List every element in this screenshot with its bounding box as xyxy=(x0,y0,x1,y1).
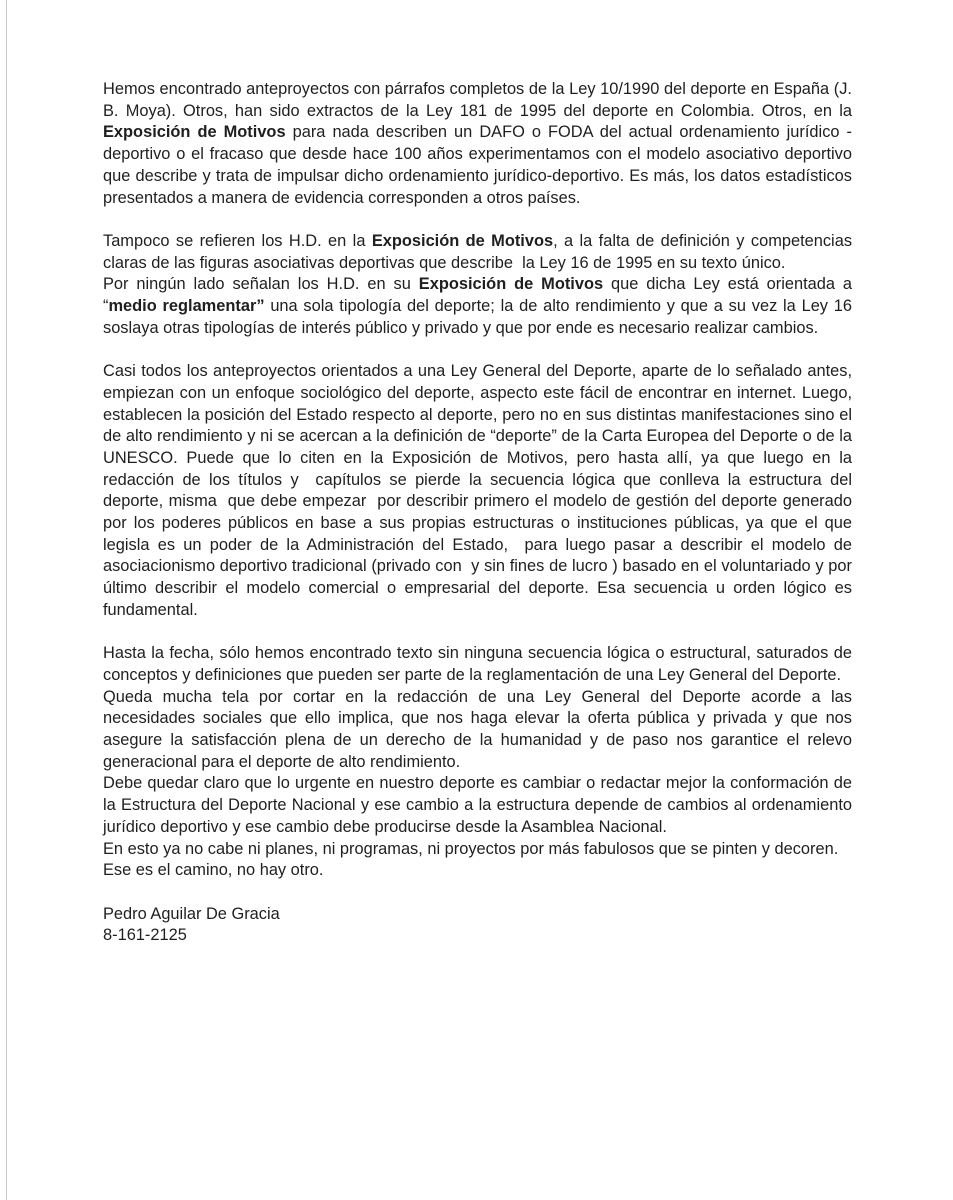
text-segment: Hasta la fecha, sólo hemos encontrado texto sin ninguna secuencia lógica o estructural, saturados de conceptos y definiciones que pueden ser parte de la reglamentación de una Ley General del Deporte. xyxy=(103,644,857,684)
bold-text-segment: Exposición de Motivos xyxy=(418,275,604,294)
paragraph-debe-quedar-claro xyxy=(103,773,857,838)
text-segment: para nada describen un DAFO o FODA del actual ordenamiento jurídico -deportivo o el fracaso que desde hace 100 años experimentamos con el modelo asociativo deportivo que describe y trata de impulsar dicho ordenamiento jurídico-deportivo. Es más, los datos estadísticos presentados a manera de evidencia corresponden a otros países. xyxy=(103,123,857,207)
page-edge-line xyxy=(6,0,7,1200)
bold-text-segment: Exposición de Motivos xyxy=(103,123,286,142)
paragraph-en-esto xyxy=(103,839,852,861)
paragraph-gap xyxy=(103,339,852,361)
paragraph-hasta-la-fecha xyxy=(103,643,857,686)
document-body xyxy=(103,79,857,947)
text-segment: Hemos encontrado anteproyectos con párrafos completos de la Ley 10/1990 del deporte en España (J. B. Moya). Otros, han sido extractos de la Ley 181 de 1995 del deporte en Colombia. Otros, en la xyxy=(103,80,857,120)
bold-text-segment: Exposición de Motivos xyxy=(371,231,554,250)
paragraph-ese-es-el-camino xyxy=(103,860,852,882)
text-segment: que dicha Ley está orientada a “ xyxy=(103,275,857,316)
paragraph-gap xyxy=(103,882,852,904)
text-segment: Queda mucha tela por cortar en la redacción de una Ley General del Deporte acorde a las necesidades sociales que ello implica, que nos haga elevar la oferta pública y privada y que nos asegure la satisfacción plena de un derecho de la humanidad y de paso nos garantice el relevo generacional para el deporte de alto rendimiento. xyxy=(103,687,857,771)
text-segment: Por ningún lado señalan los H.D. en su xyxy=(103,275,419,294)
text-segment: una sola tipología del deporte; la de alto rendimiento y que a su vez la Ley 16 soslaya otras tipologías de interés público y privado y que por ende es necesario realizar cambios. xyxy=(103,297,857,337)
text-segment: Tampoco se refieren los H.D. en la xyxy=(103,231,372,250)
paragraph-gap xyxy=(103,622,852,644)
paragraph-por-ningun-lado xyxy=(103,274,857,339)
paragraph-casi-todos xyxy=(103,361,857,621)
paragraph-tampoco xyxy=(103,231,857,274)
text-segment: , a la falta de definición y competencias claras de las figuras asociativas deportivas que describe la Ley 16 de 1995 en su texto único. xyxy=(103,231,857,272)
signature-id-number: 8-161-2125 xyxy=(103,926,187,945)
text-segment: En esto ya no cabe ni planes, ni programas, ni proyectos por más fabulosos que se pinten y decoren. xyxy=(103,839,839,858)
bold-text-segment: medio reglamentar” xyxy=(108,297,265,316)
text-segment: Debe quedar claro que lo urgente en nuestro deporte es cambiar o redactar mejor la conformación de la Estructura del Deporte Nacional y ese cambio a la estructura depende de cambios al ordenamiento jurídico deportivo y ese cambio debe producirse desde la Asamblea Nacional. xyxy=(103,774,857,836)
paragraph-queda-mucha-tela xyxy=(103,687,857,774)
text-segment: Casi todos los anteproyectos orientados a una Ley General del Deporte, aparte de lo señalado antes, empiezan con un enfoque sociológico del deporte, aspecto este fácil de encontrar en internet. Luego, establecen la posición del Estado respecto al deporte, pero no en sus distintas manifestaciones sino el de alto rendimiento y ni se acercan a la definición de “deporte” de la Carta Europea del Deporte o de la UNESCO. Puede que lo citen en la Exposición de Motivos, pero hasta allí, ya que luego en la redacción de los títulos y capítulos se pierde la secuencia lógica que conlleva la estructura del deporte, misma que debe empezar por describir primero el modelo de gestión del deporte generado por los poderes públicos en base a sus propias estructuras o instituciones públicas, ya que el que legisla es un poder de la Administración del Estado, para luego pasar a describir el modelo de asociacionismo deportivo tradicional (privado con y sin fines de lucro ) basado en el voluntariado y por último describir el modelo comercial o empresarial del deporte. Esa secuencia u orden lógico es fundamental. xyxy=(103,362,857,619)
paragraph-gap xyxy=(103,209,852,231)
signature-name: Pedro Aguilar De Gracia xyxy=(103,904,280,923)
text-segment: Ese es el camino, no hay otro. xyxy=(103,861,324,880)
paragraph-anteproyectos xyxy=(103,79,857,209)
